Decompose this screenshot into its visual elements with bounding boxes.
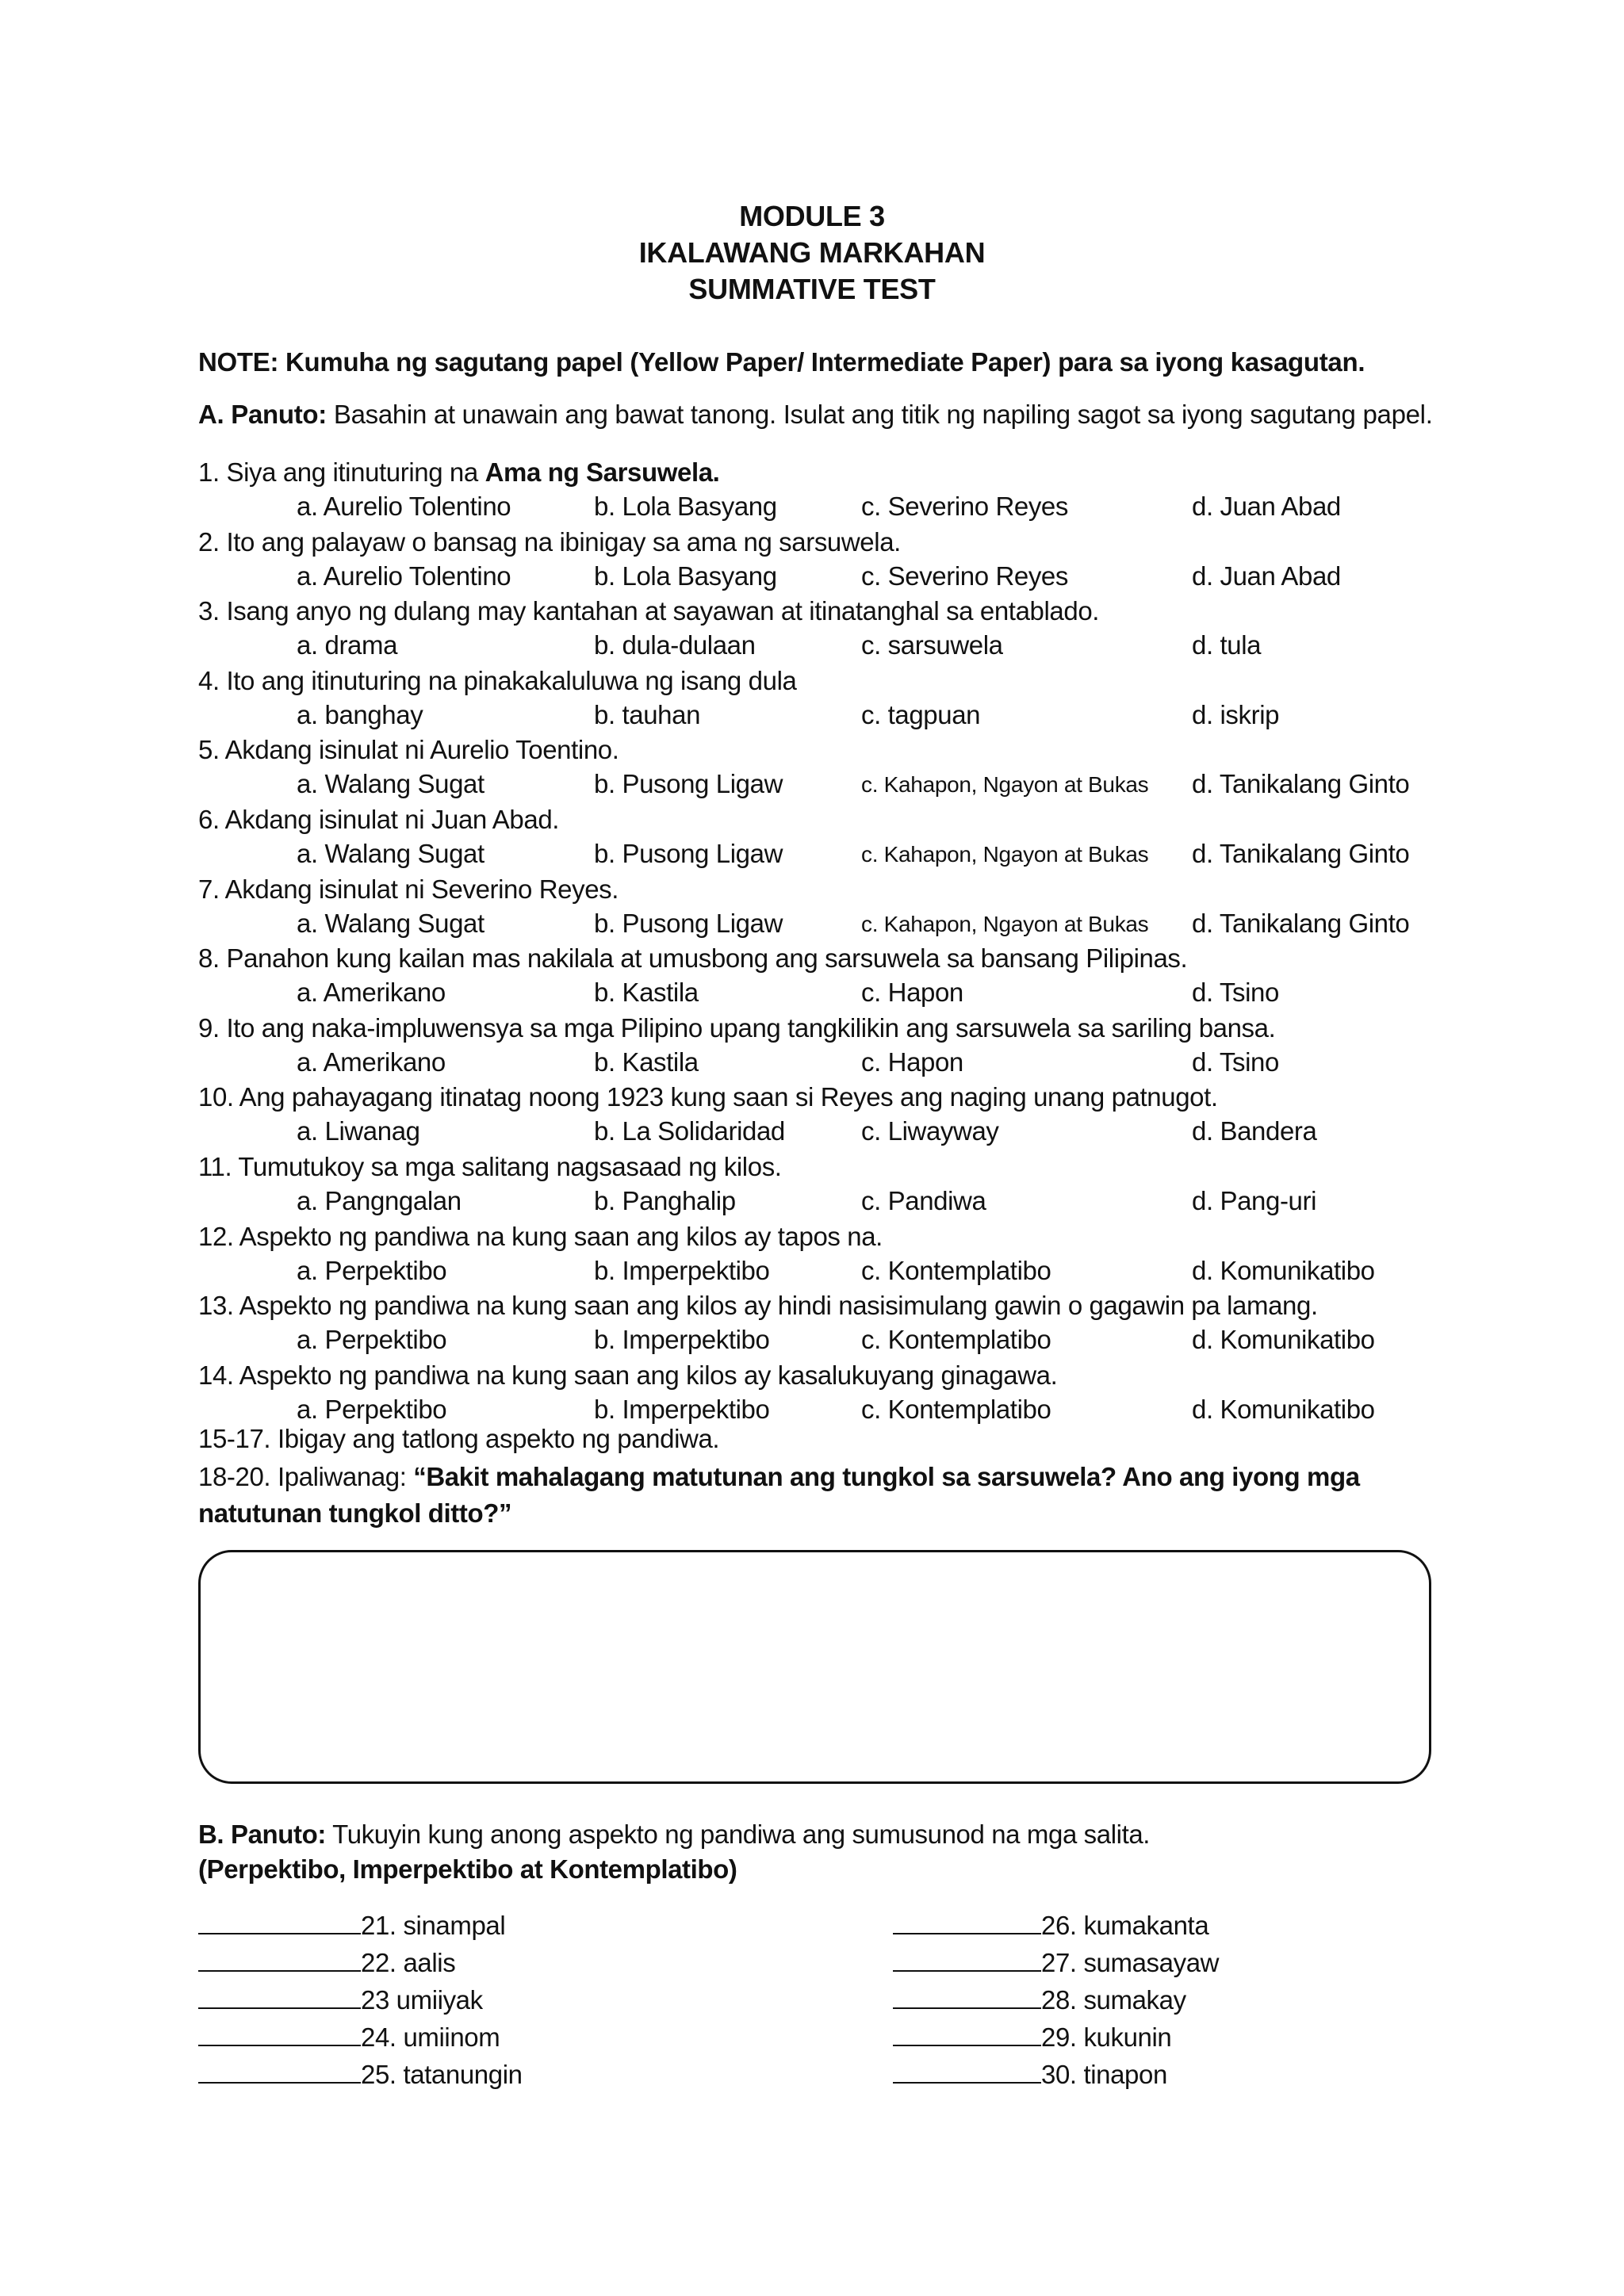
choice-c: c. Kontemplatibo — [861, 1394, 1051, 1424]
choice-b: b. Imperpektibo — [594, 1255, 770, 1285]
choice-b: b. La Solidaridad — [594, 1116, 785, 1146]
choice-a: a. Pangngalan — [297, 1186, 462, 1215]
fill-in-item-left-3 — [198, 1985, 483, 2015]
question-text: 12. Aspekto ng pandiwa na kung saan ang kilos ay tapos na. — [198, 1221, 883, 1251]
question-14 — [198, 1360, 1057, 1391]
fill-in-item-left-4 — [198, 2022, 500, 2053]
choice-a: a. Walang Sugat — [297, 908, 485, 938]
fill-in-word: 23 umiiyak — [361, 1985, 483, 2015]
fill-in-item-right-2 — [893, 1948, 1219, 1978]
question-2 — [198, 527, 901, 557]
choice-c: c. Pandiwa — [861, 1186, 986, 1215]
choice-d: d. tula — [1192, 630, 1262, 660]
choice-b: b. Kastila — [594, 1047, 699, 1077]
part-b-label: B. Panuto: — [198, 1820, 326, 1849]
question-18-20 — [198, 1459, 1435, 1532]
choice-c: c. Liwayway — [861, 1116, 999, 1146]
title-block — [0, 198, 1624, 308]
choice-a: a. Amerikano — [297, 978, 446, 1008]
choice-c: c. Severino Reyes — [861, 561, 1068, 591]
question-18-20-prompt: “Bakit mahalagang matutunan ang tungkol sa sarsuwela? Ano ang iyong mga natutunan tungkol ditto?” — [198, 1462, 1360, 1528]
fill-in-item-right-4 — [893, 2022, 1171, 2053]
choice-b: b. Imperpektibo — [594, 1325, 770, 1355]
fill-in-item-right-1 — [893, 1911, 1208, 1941]
question-text: 14. Aspekto ng pandiwa na kung saan ang kilos ay kasalukuyang ginagawa. — [198, 1360, 1058, 1390]
question-text: 8. Panahon kung kailan mas nakilala at umusbong ang sarsuwela sa bansang Pilipinas. — [198, 943, 1188, 974]
part-a-label: A. Panuto: — [198, 400, 327, 429]
choice-a: a. banghay — [297, 699, 423, 729]
fill-in-word: 28. sumakay — [1041, 1985, 1186, 2015]
question-emphasis: Ama ng Sarsuwela. — [485, 457, 720, 487]
choice-c: c. Severino Reyes — [861, 492, 1068, 521]
choice-a: a. Aurelio Tolentino — [297, 561, 511, 591]
question-8 — [198, 943, 1187, 974]
question-text: 11. Tumutukoy sa mga salitang nagsasaad ng kilos. — [198, 1152, 782, 1181]
question-text: 7. Akdang isinulat ni Severino Reyes. — [198, 874, 619, 904]
note-text: NOTE: Kumuha ng sagutang papel (Yellow Paper/ Intermediate Paper) para sa iyong kasagutan. — [198, 347, 1365, 377]
fill-in-word: 29. kukunin — [1041, 2022, 1172, 2052]
answer-blank-line[interactable] — [198, 1950, 361, 1972]
choice-c: c. Hapon — [861, 1047, 963, 1077]
choice-d: d. Tanikalang Ginto — [1192, 908, 1410, 938]
choice-b: b. tauhan — [594, 699, 701, 729]
test-title: SUMMATIVE TEST — [688, 273, 936, 305]
choice-d: d. Juan Abad — [1192, 492, 1341, 521]
fill-in-word: 25. tatanungin — [361, 2060, 523, 2089]
fill-in-item-left-2 — [198, 1948, 455, 1978]
choice-a: a. Perpektibo — [297, 1325, 447, 1355]
choice-b: b. Panghalip — [594, 1186, 736, 1215]
choice-c: c. Kontemplatibo — [861, 1255, 1051, 1285]
question-text: 4. Ito ang itinuturing na pinakakaluluwa ng isang dula — [198, 665, 797, 695]
part-b-instructions — [198, 1817, 1150, 1887]
choice-a: a. Walang Sugat — [297, 769, 485, 799]
choice-c: c. sarsuwela — [861, 630, 1003, 660]
question-7 — [198, 874, 619, 905]
answer-blank-line[interactable] — [893, 1912, 1041, 1934]
part-a-instructions — [198, 400, 1433, 430]
choice-c: c. Kontemplatibo — [861, 1325, 1051, 1355]
question-11 — [198, 1152, 782, 1182]
choice-d: d. Tsino — [1192, 1047, 1279, 1077]
essay-answer-box[interactable] — [198, 1550, 1431, 1784]
fill-in-word: 26. kumakanta — [1041, 1911, 1209, 1940]
question-6 — [198, 805, 559, 835]
answer-blank-line[interactable] — [893, 2061, 1041, 2084]
answer-blank-line[interactable] — [893, 2024, 1041, 2046]
answer-blank-line[interactable] — [198, 1912, 361, 1934]
choice-b: b. Kastila — [594, 978, 699, 1008]
module-title: MODULE 3 — [739, 200, 885, 232]
question-text: 10. Ang pahayagang itinatag noong 1923 kung saan si Reyes ang naging unang patnugot. — [198, 1082, 1218, 1112]
choice-d: d. Tanikalang Ginto — [1192, 769, 1410, 799]
answer-blank-line[interactable] — [893, 1987, 1041, 2009]
choice-a: a. Walang Sugat — [297, 839, 485, 868]
choice-c: c. tagpuan — [861, 699, 981, 729]
choice-c: c. Kahapon, Ngayon at Bukas — [861, 772, 1149, 798]
answer-blank-line[interactable] — [198, 2061, 361, 2084]
answer-blank-line[interactable] — [198, 1987, 361, 2009]
question-5 — [198, 735, 619, 765]
choice-c: c. Kahapon, Ngayon at Bukas — [861, 911, 1149, 936]
quarter-title: IKALAWANG MARKAHAN — [638, 236, 986, 269]
part-a-text: Basahin at unawain ang bawat tanong. Isulat ang titik ng napiling sagot sa iyong sagutang papel. — [326, 400, 1433, 429]
choice-b: b. Pusong Ligaw — [594, 839, 783, 868]
choice-d: d. Komunikatibo — [1192, 1255, 1375, 1285]
choice-d: d. Juan Abad — [1192, 561, 1341, 591]
fill-in-item-right-3 — [893, 1985, 1186, 2015]
question-12 — [198, 1222, 883, 1252]
choice-d: d. Komunikatibo — [1192, 1325, 1375, 1355]
fill-in-word: 27. sumasayaw — [1041, 1948, 1220, 1977]
choice-b: b. dula-dulaan — [594, 630, 756, 660]
choice-b: b. Lola Basyang — [594, 492, 777, 521]
fill-in-item-right-5 — [893, 2060, 1167, 2090]
fill-in-word: 24. umiinom — [361, 2022, 500, 2052]
question-3 — [198, 596, 1099, 626]
choice-d: d. Tanikalang Ginto — [1192, 839, 1410, 868]
choice-d: d. Pang-uri — [1192, 1186, 1317, 1215]
choice-a: a. Perpektibo — [297, 1255, 447, 1285]
fill-in-item-left-1 — [198, 1911, 505, 1941]
answer-blank-line[interactable] — [198, 2024, 361, 2046]
fill-in-word: 22. aalis — [361, 1948, 456, 1977]
question-9 — [198, 1013, 1275, 1043]
fill-in-item-left-5 — [198, 2060, 523, 2090]
fill-in-word: 21. sinampal — [361, 1911, 506, 1940]
question-text: 5. Akdang isinulat ni Aurelio Toentino. — [198, 735, 619, 765]
question-15-17: 15-17. Ibigay ang tatlong aspekto ng pandiwa. — [198, 1424, 720, 1453]
question-text: 1. Siya ang itinuturing na — [198, 457, 485, 487]
question-text: 3. Isang anyo ng dulang may kantahan at sayawan at itinatanghal sa entablado. — [198, 596, 1100, 626]
choice-b: b. Imperpektibo — [594, 1394, 770, 1424]
answer-blank-line[interactable] — [893, 1950, 1041, 1972]
choice-a: a. Perpektibo — [297, 1394, 447, 1424]
choice-d: d. Tsino — [1192, 978, 1279, 1008]
choice-a: a. Amerikano — [297, 1047, 446, 1077]
choice-c: c. Kahapon, Ngayon at Bukas — [861, 842, 1149, 867]
choice-c: c. Hapon — [861, 978, 963, 1008]
fill-in-word: 30. tinapon — [1041, 2060, 1167, 2089]
question-10 — [198, 1082, 1218, 1112]
question-text: 9. Ito ang naka-impluwensya sa mga Pilipino upang tangkilikin ang sarsuwela sa sariling bansa. — [198, 1012, 1276, 1043]
question-1 — [198, 457, 719, 488]
choice-a: a. drama — [297, 630, 398, 660]
choice-a: a. Aurelio Tolentino — [297, 492, 511, 521]
choice-b: b. Pusong Ligaw — [594, 769, 783, 799]
choice-d: d. iskrip — [1192, 699, 1280, 729]
choice-b: b. Pusong Ligaw — [594, 908, 783, 938]
part-b-text: Tukuyin kung anong aspekto ng pandiwa ang sumusunod na mga salita. — [325, 1820, 1151, 1849]
question-text: 13. Aspekto ng pandiwa na kung saan ang kilos ay hindi nasisimulang gawin o gagawin pa lamang. — [198, 1291, 1318, 1321]
choice-b: b. Lola Basyang — [594, 561, 777, 591]
question-4 — [198, 666, 796, 696]
choice-d: d. Bandera — [1192, 1116, 1317, 1146]
choice-a: a. Liwanag — [297, 1116, 420, 1146]
question-text: 6. Akdang isinulat ni Juan Abad. — [198, 805, 560, 834]
question-18-20-label: 18-20. Ipaliwanag: — [198, 1462, 414, 1491]
choice-d: d. Komunikatibo — [1192, 1394, 1375, 1424]
part-b-choices: (Perpektibo, Imperpektibo at Kontemplatibo) — [198, 1854, 737, 1884]
question-13 — [198, 1291, 1318, 1321]
question-text: 2. Ito ang palayaw o bansag na ibinigay sa ama ng sarsuwela. — [198, 526, 901, 557]
